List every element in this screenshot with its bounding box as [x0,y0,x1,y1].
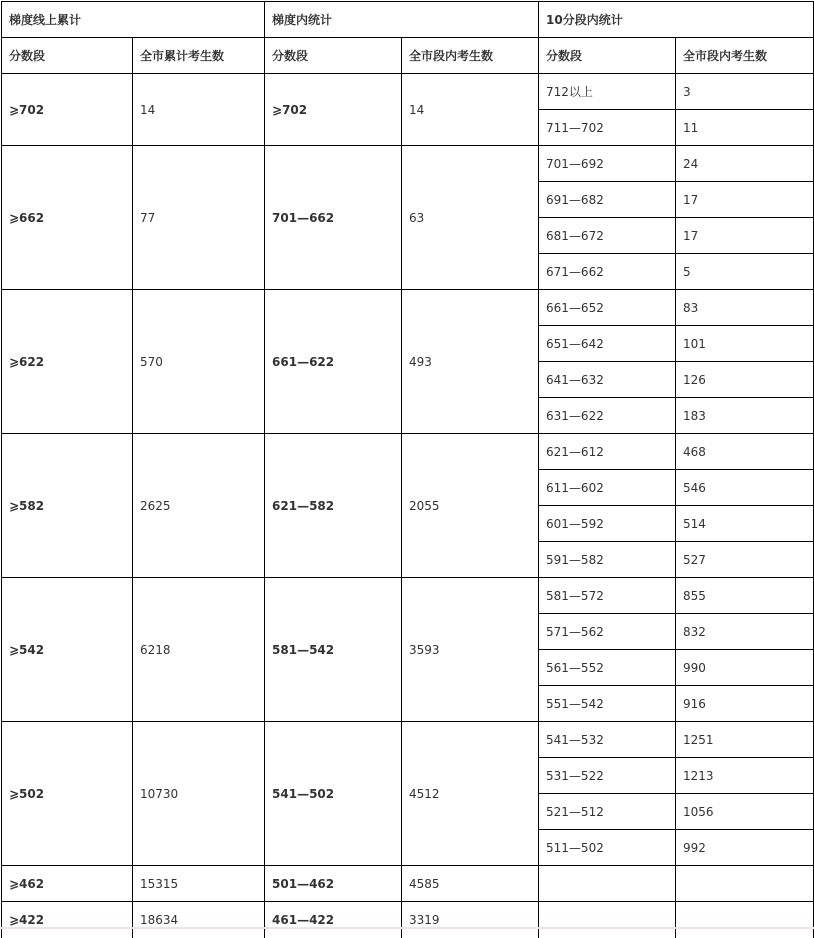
ten-range-cell: 641—632 [539,362,676,398]
ten-range-cell: 611—602 [539,470,676,506]
ten-range-cell: 521—512 [539,794,676,830]
table-row [2,578,814,614]
gradient-count-cell: 493 [402,290,539,434]
column-header-gradient-score: 分数段 [265,38,402,74]
ten-range-cell: 712以上 [539,74,676,110]
cumulative-count-cell: 18634 [133,902,265,938]
score-distribution-table [1,1,814,938]
empty-cell [676,902,814,938]
ten-count-cell: 17 [676,182,814,218]
cumulative-count-cell: 570 [133,290,265,434]
gradient-count-cell: 3593 [402,578,539,722]
ten-count-cell: 126 [676,362,814,398]
ten-range-cell: 601—592 [539,506,676,542]
ten-range-cell: 681—672 [539,218,676,254]
ten-range-cell: 691—682 [539,182,676,218]
ten-range-cell: 571—562 [539,614,676,650]
ten-count-cell: 992 [676,830,814,866]
cumulative-count-cell: 77 [133,146,265,290]
gradient-range-cell: 541—502 [265,722,402,866]
ten-count-cell: 24 [676,146,814,182]
cumulative-count-cell: 6218 [133,578,265,722]
empty-cell [539,902,676,938]
gradient-line-cell: ⩾422 [2,902,133,938]
ten-count-cell: 514 [676,506,814,542]
ten-range-cell: 541—532 [539,722,676,758]
cumulative-count-cell: 14 [133,74,265,146]
ten-range-cell: 561—552 [539,650,676,686]
ten-range-cell: 551—542 [539,686,676,722]
gradient-line-cell: ⩾662 [2,146,133,290]
gradient-range-cell: 621—582 [265,434,402,578]
group-header-row [2,2,814,38]
empty-cell [539,866,676,902]
cumulative-count-cell: 10730 [133,722,265,866]
column-header-score: 分数段 [2,38,133,74]
gradient-line-cell: ⩾582 [2,434,133,578]
table-row [2,290,814,326]
gradient-count-cell: 3319 [402,902,539,938]
table-row [2,74,814,110]
table-row [2,146,814,182]
ten-count-cell: 83 [676,290,814,326]
ten-count-cell: 1213 [676,758,814,794]
gradient-count-cell: 4585 [402,866,539,902]
ten-count-cell: 17 [676,218,814,254]
table-body [2,2,814,938]
ten-range-cell: 701—692 [539,146,676,182]
empty-cell [676,866,814,902]
ten-count-cell: 527 [676,542,814,578]
ten-count-cell: 546 [676,470,814,506]
column-header-cumulative: 全市累计考生数 [133,38,265,74]
table-row [2,722,814,758]
gradient-range-cell: 661—622 [265,290,402,434]
ten-range-cell: 711—702 [539,110,676,146]
column-header-gradient-count: 全市段内考生数 [402,38,539,74]
ten-range-cell: 661—652 [539,290,676,326]
ten-count-cell: 11 [676,110,814,146]
column-header-ten-score: 分数段 [539,38,676,74]
column-header-ten-count: 全市段内考生数 [676,38,814,74]
ten-count-cell: 3 [676,74,814,110]
ten-count-cell: 916 [676,686,814,722]
table-row [2,902,814,938]
ten-count-cell: 855 [676,578,814,614]
gradient-line-cell: ⩾502 [2,722,133,866]
ten-count-cell: 832 [676,614,814,650]
ten-count-cell: 990 [676,650,814,686]
ten-range-cell: 511—502 [539,830,676,866]
gradient-range-cell: 581—542 [265,578,402,722]
gradient-count-cell: 2055 [402,434,539,578]
gradient-line-cell: ⩾462 [2,866,133,902]
ten-count-cell: 1056 [676,794,814,830]
group-header-cumulative: 梯度线上累计 [2,2,265,38]
gradient-count-cell: 14 [402,74,539,146]
ten-count-cell: 183 [676,398,814,434]
group-header-gradient: 梯度内统计 [265,2,539,38]
gradient-range-cell: 701—662 [265,146,402,290]
ten-range-cell: 631—622 [539,398,676,434]
gradient-range-cell: 501—462 [265,866,402,902]
ten-range-cell: 621—612 [539,434,676,470]
gradient-count-cell: 4512 [402,722,539,866]
column-header-row [2,38,814,74]
table-row [2,866,814,902]
ten-range-cell: 531—522 [539,758,676,794]
ten-range-cell: 651—642 [539,326,676,362]
gradient-count-cell: 63 [402,146,539,290]
table-row [2,434,814,470]
cumulative-count-cell: 15315 [133,866,265,902]
group-header-ten: 10分段内统计 [539,2,814,38]
ten-count-cell: 468 [676,434,814,470]
ten-count-cell: 5 [676,254,814,290]
ten-count-cell: 1251 [676,722,814,758]
gradient-line-cell: ⩾542 [2,578,133,722]
gradient-range-cell: 461—422 [265,902,402,938]
ten-range-cell: 671—662 [539,254,676,290]
ten-range-cell: 581—572 [539,578,676,614]
gradient-range-cell: ⩾702 [265,74,402,146]
gradient-line-cell: ⩾702 [2,74,133,146]
ten-range-cell: 591—582 [539,542,676,578]
cumulative-count-cell: 2625 [133,434,265,578]
ten-count-cell: 101 [676,326,814,362]
gradient-line-cell: ⩾622 [2,290,133,434]
